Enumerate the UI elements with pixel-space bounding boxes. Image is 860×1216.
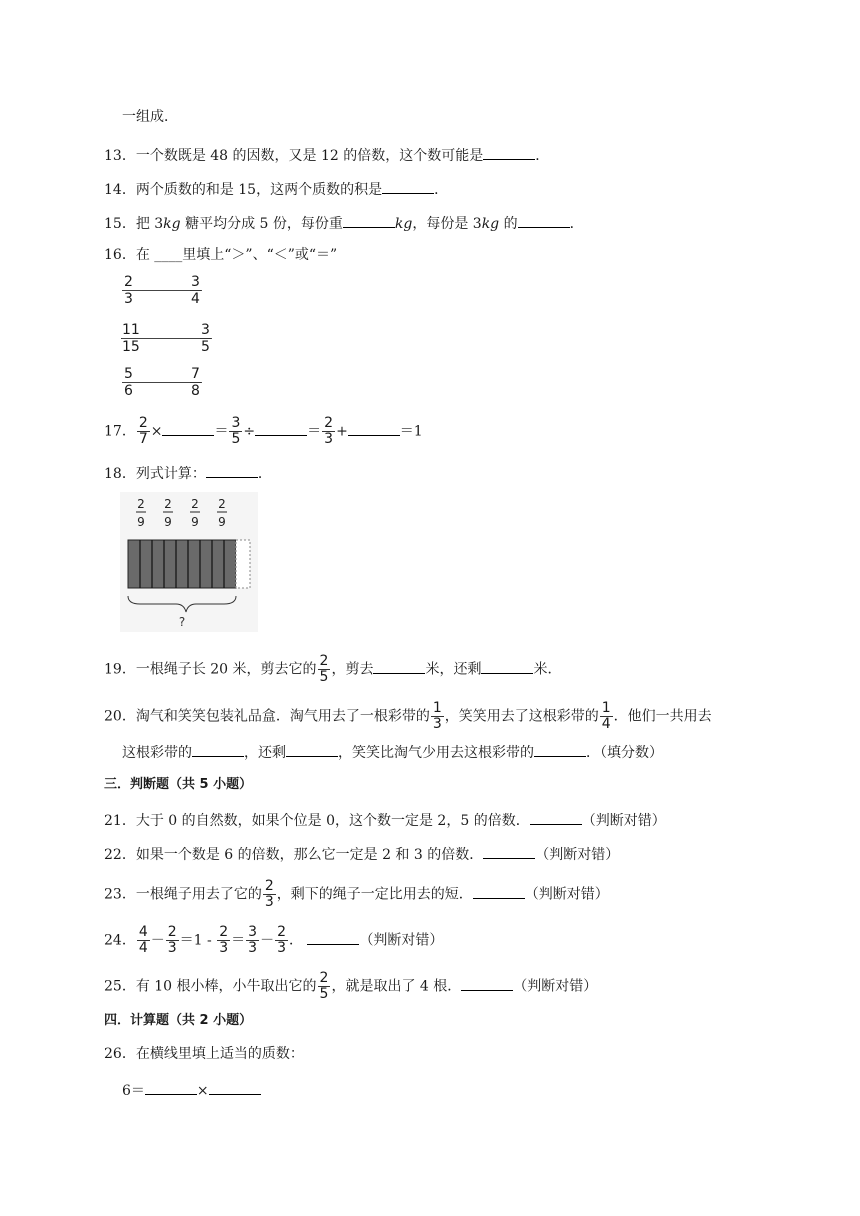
comparison-row [120, 322, 220, 362]
fraction-bar-diagram [120, 492, 258, 632]
fraction: $\frac{1}{3}$ [432, 700, 442, 732]
answer-blank[interactable] [307, 928, 359, 945]
answer-blank[interactable] [286, 740, 338, 757]
svg-text:9: 9 [218, 515, 226, 529]
svg-text:9: 9 [137, 515, 145, 529]
answer-blank[interactable] [473, 882, 525, 899]
question-20: 20．淘气和笑笑包装礼品盒．淘气用去了一根彩带的 $\frac{1}{3}$ ，笑笑用去了这根彩带的 $\frac{1}{4}$ ．他们一共用去 [104, 700, 712, 732]
fraction: $\frac{1}{4}$ [601, 700, 611, 732]
fraction: $\frac{2}{3}$ [324, 415, 334, 447]
question-13: 13．一个数既是 48 的因数，又是 12 的倍数，这个数可能是 ． [104, 143, 549, 166]
answer-blank[interactable] [461, 974, 513, 991]
answer-blank[interactable] [348, 419, 400, 436]
answer-blank[interactable] [483, 143, 535, 160]
question-22: 22．如果一个数是 6 的倍数，那么它一定是 2 和 3 的倍数． （判断对错） [104, 842, 619, 865]
question-19: 19．一根绳子长 20 米，剪去它的 $\frac{2}{5}$ ，剪去 米，还剩 米． [104, 653, 562, 685]
question-25: 25．有 10 根小棒，小牛取出它的 $\frac{2}{5}$ ，就是取出了 4 根． （判断对错） [104, 970, 598, 1002]
fraction: $\frac{2}{5}$ [319, 653, 329, 685]
answer-blank[interactable] [534, 740, 586, 757]
fraction: $\frac{4}{4}$ [138, 924, 148, 956]
fraction: $\frac{2}{7}$ [138, 415, 148, 447]
question-mark: ? [178, 615, 186, 629]
question-20-continued: 这根彩带的 ，还剩 ，笑笑比淘气少用去这根彩带的 ．（填分数） [122, 740, 663, 763]
comparison-blank[interactable] [122, 338, 212, 339]
shaded-bar [128, 540, 236, 588]
section-heading: 四．计算题（共 2 小题） [104, 1013, 253, 1028]
answer-blank[interactable] [373, 657, 425, 674]
answer-blank[interactable] [255, 419, 307, 436]
fraction: $\frac{7}{8}$ [191, 366, 200, 399]
svg-text:9: 9 [164, 515, 172, 529]
answer-blank[interactable] [483, 842, 535, 859]
fraction: $\frac{2}{3}$ [264, 878, 274, 910]
answer-blank[interactable] [518, 211, 570, 228]
fraction: $\frac{2}{5}$ [319, 970, 329, 1002]
answer-blank[interactable] [206, 461, 258, 478]
fraction: $\frac{11}{15}$ [122, 322, 140, 355]
question-17: 17． $\frac{2}{7}$ × ＝ $\frac{3}{5}$ ÷ ＝ $\frac{2}{3}$ + ＝1 [104, 415, 423, 447]
comparison-row [120, 366, 220, 406]
question-23: 23．一根绳子用去了它的 $\frac{2}{3}$ ，剩下的绳子一定比用去的短． （判断对错） [104, 878, 609, 910]
fraction: $\frac{3}{3}$ [248, 924, 258, 956]
fraction: $\frac{2}{3}$ [167, 924, 177, 956]
question-26: 26．在横线里填上适当的质数： [104, 1046, 304, 1062]
answer-blank[interactable] [382, 177, 434, 194]
question-14: 14．两个质数的和是 15，这两个质数的积是 ． [104, 177, 448, 200]
question-15: 15．把 3kg 糖平均分成 5 份，每份重 kg，每份是 3kg 的 ． [104, 211, 584, 234]
answer-blank[interactable] [209, 1078, 261, 1095]
fraction: $\frac{3}{5}$ [201, 322, 210, 355]
fraction: $\frac{2}{3}$ [219, 924, 229, 956]
question-18: 18．列式计算： ． [104, 461, 272, 484]
answer-blank[interactable] [530, 808, 582, 825]
svg-text:9: 9 [191, 515, 199, 529]
question-21: 21．大于 0 的自然数，如果个位是 0，这个数一定是 2，5 的倍数． （判断对错） [104, 808, 666, 831]
diagram-label: 2 [191, 497, 199, 511]
answer-blank[interactable] [481, 657, 533, 674]
unshaded-segment [236, 540, 250, 588]
answer-blank[interactable] [192, 740, 244, 757]
fraction: $\frac{3}{4}$ [191, 274, 200, 307]
diagram-label: 2 [137, 497, 145, 511]
text-continuation: 一组成． [122, 109, 178, 125]
comparison-row [120, 274, 220, 314]
answer-blank[interactable] [162, 419, 214, 436]
question-26-equation: 6＝ × [122, 1078, 261, 1101]
fraction: $\frac{2}{3}$ [277, 924, 286, 956]
answer-blank[interactable] [343, 211, 395, 228]
answer-blank[interactable] [145, 1078, 197, 1095]
fraction: $\frac{3}{5}$ [231, 415, 241, 447]
fraction: $\frac{5}{6}$ [124, 366, 133, 399]
fraction: $\frac{2}{3}$ [124, 274, 133, 307]
section-heading: 三．判断题（共 5 小题） [104, 777, 253, 792]
question-16: 16．在 ____里填上“＞”、“＜”或“＝” [104, 247, 338, 263]
diagram-label: 2 [218, 497, 226, 511]
question-24: 24． $\frac{4}{4}$ － $\frac{2}{3}$ ＝1 - $\frac{2}{3}$ ＝ $\frac{3}{3}$ － $\frac{2}{3}$ ． （判断对错） [104, 924, 444, 956]
diagram-label: 2 [164, 497, 172, 511]
